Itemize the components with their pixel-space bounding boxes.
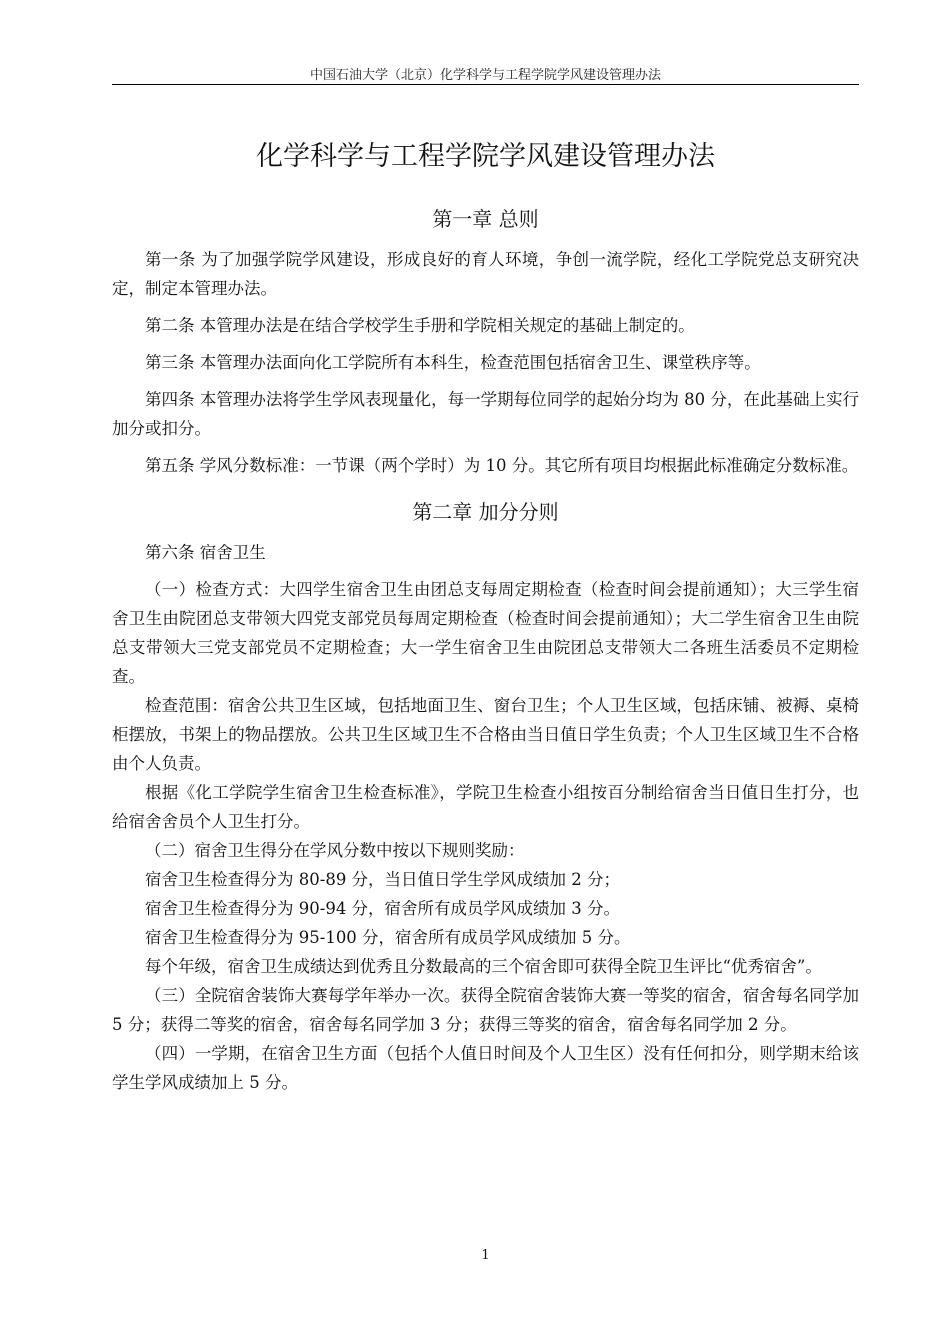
article-1: 第一条 为了加强学院学风建设，形成良好的育人环境，争创一流学院，经化工学院党总支研究决定，制定本管理办法。 — [112, 250, 859, 298]
paragraph: （一）检查方式：大四学生宿舍卫生由团总支每周定期检查（检查时间会提前通知）；大三学生宿舍卫生由院团总支带领大四党支部党员每周定期检查（检查时间会提前通知）；大二学生宿舍卫生由院总支带领大三党支部党员不定期检查；大一学生宿舍卫生由院团总支带领大二各班生活委员不定期检查。 — [112, 580, 859, 686]
running-header: 中国石油大学（北京）化学科学与工程学院学风建设管理办法 — [309, 68, 661, 83]
article-3: 第三条 本管理办法面向化工学院所有本科生，检查范围包括宿舍卫生、课堂秩序等。 — [145, 353, 761, 372]
document-body — [112, 135, 859, 1097]
chapter-1-heading: 第一章 总则 — [432, 207, 539, 231]
article-2: 第二条 本管理办法是在结合学校学生手册和学院相关规定的基础上制定的。 — [145, 316, 695, 335]
article-4: 第四条 本管理办法将学生学风表现量化，每一学期每位同学的起始分均为 80 分，在此基础上实行加分或扣分。 — [112, 390, 859, 438]
document-title: 化学科学与工程学院学风建设管理办法 — [256, 141, 715, 172]
chapter-2-heading: 第二章 加分分则 — [412, 500, 559, 524]
paragraph: 宿舍卫生检查得分为 90-94 分，宿舍所有成员学风成绩加 3 分。 — [145, 899, 621, 918]
header-rule — [112, 84, 859, 85]
paragraph: 检查范围：宿舍公共卫生区域，包括地面卫生、窗台卫生；个人卫生区域，包括床铺、被褥、桌椅柜摆放，书架上的物品摆放。公共卫生区域卫生不合格由当日值日学生负责；个人卫生区域卫生不合格由个人负责。 — [112, 696, 859, 773]
page-number: 1 — [481, 1248, 490, 1263]
paragraph: （二）宿舍卫生得分在学风分数中按以下规则奖励： — [145, 841, 525, 860]
article-5: 第五条 学风分数标准：一节课（两个学时）为 10 分。其它所有项目均根据此标准确定分数标准。 — [145, 456, 859, 475]
paragraph: 每个年级，宿舍卫生成绩达到优秀且分数最高的三个宿舍即可获得全院卫生评比“优秀宿舍”。 — [145, 957, 822, 976]
paragraph: 根据《化工学院学生宿舍卫生检查标准》，学院卫生检查小组按百分制给宿舍当日值日生打分，也给宿舍舍员个人卫生打分。 — [112, 783, 859, 831]
paragraph: （四）一学期，在宿舍卫生方面（包括个人值日时间及个人卫生区）没有任何扣分，则学期末给该学生学风成绩加上 5 分。 — [112, 1044, 859, 1092]
paragraph: （三）全院宿舍装饰大赛每学年举办一次。获得全院宿舍装饰大赛一等奖的宿舍，宿舍每名同学加 5 分；获得二等奖的宿舍，宿舍每名同学加 3 分；获得三等奖的宿舍，宿舍每名同学加 2 分。 — [112, 986, 859, 1034]
article-6-heading: 第六条 宿舍卫生 — [145, 543, 266, 562]
paragraph: 宿舍卫生检查得分为 80-89 分，当日值日学生学风成绩加 2 分； — [145, 870, 621, 889]
paragraph: 宿舍卫生检查得分为 95-100 分，宿舍所有成员学风成绩加 5 分。 — [145, 928, 631, 947]
